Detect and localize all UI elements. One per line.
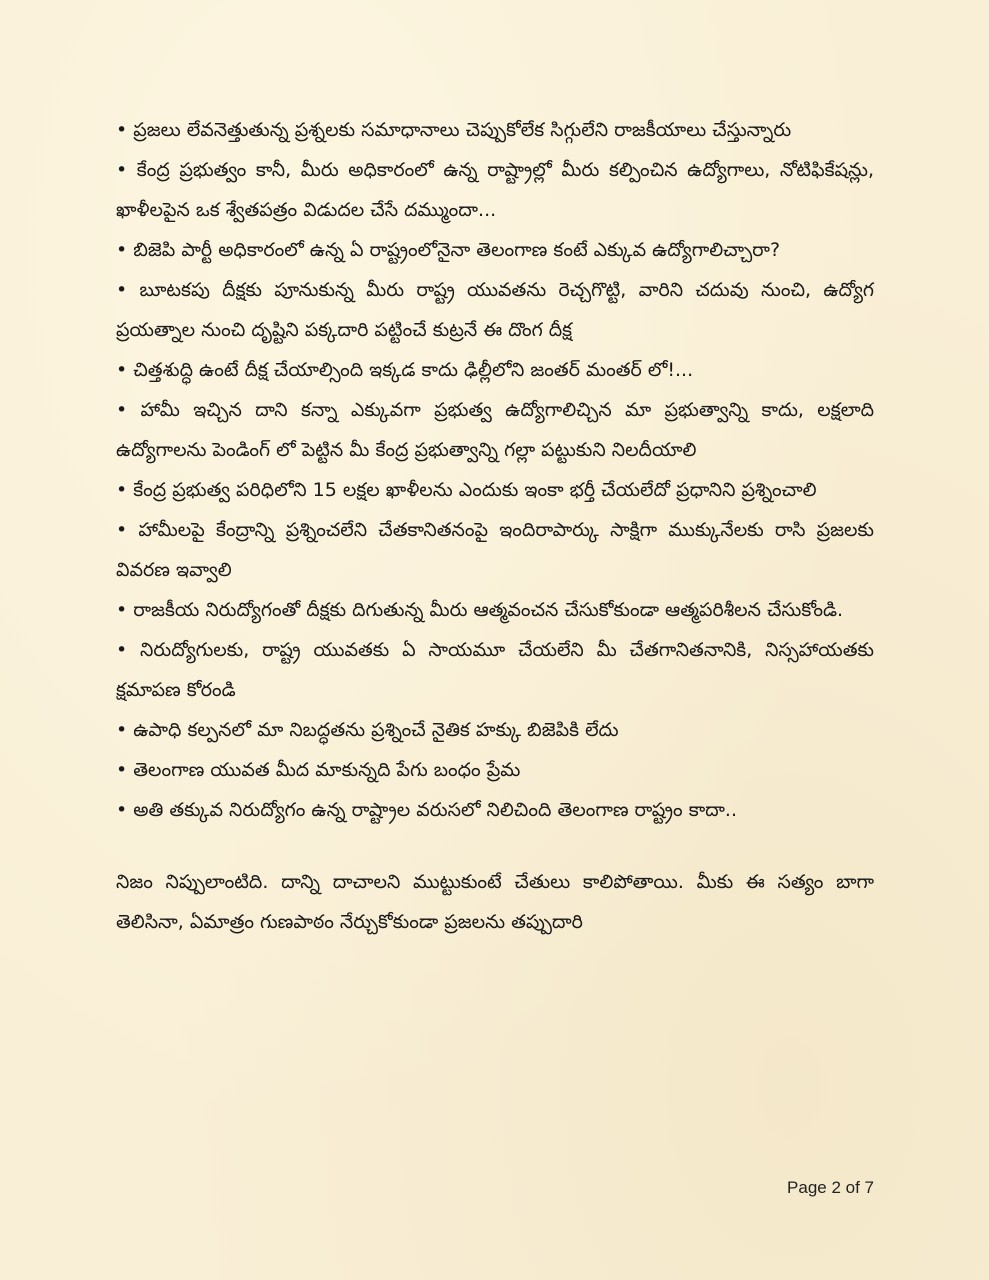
bullet-item-7: • కేంద్ర ప్రభుత్వ పరిధిలోని 15 లక్షల ఖాళీలను ఎందుకు ఇంకా భర్తీ చేయలేదో ప్రధానిని ప్రశ్నించాలి [116,479,817,501]
bullet-list [116,110,874,830]
page-number: Page 2 of 7 [787,1178,874,1197]
bullet-item-9: • రాజకీయ నిరుద్యోగంతో దీక్షకు దిగుతున్న మీరు ఆత్మవంచన చేసుకోకుండా ఆత్మపరిశీలన చేసుకోండి. [116,599,844,621]
bullet-item-10: • నిరుద్యోగులకు, రాష్ట్ర యువతకు ఏ సాయమూ చేయలేని మీ చేతగానితనానికి, నిస్సహాయతకు క్షమాపణ కోరండి [116,639,874,701]
bullet-item-13: • అతి తక్కువ నిరుద్యోగం ఉన్న రాష్ట్రాల వరుసలో నిలిచింది తెలంగాణ రాష్ట్రం కాదా.. [116,799,738,821]
bullet-item-1: • ప్రజలు లేవనెత్తుతున్న ప్రశ్నలకు సమాధానాలు చెప్పుకోలేక సిగ్గులేని రాజకీయాలు చేస్తున్నారు [116,119,792,141]
bullet-item-11: • ఉపాధి కల్పనలో మా నిబద్ధతను ప్రశ్నించే నైతిక హక్కు బిజెపికి లేదు [116,719,619,741]
bullet-item-2: • కేంద్ర ప్రభుత్వం కానీ, మీరు అధికారంలో ఉన్న రాష్ట్రాల్లో మీరు కల్పించిన ఉద్యోగాలు, నోటిఫికేషన్లు, ఖాళీలపైన ఒక శ్వేతపత్రం విడుదల చేసే దమ్ముందా... [116,159,874,221]
closing-paragraph: నిజం నిప్పులాంటిది. దాన్ని దాచాలని ముట్టుకుంటే చేతులు కాలిపోతాయి. మీకు ఈ సత్యం బాగా తెలిసినా, ఏమాత్రం గుణపాఠం నేర్చుకోకుండా ప్రజలను తప్పుదారి [116,871,874,933]
document-page [116,110,874,961]
bullet-item-12: • తెలంగాణ యువత మీద మాకున్నది పేగు బంధం ప్రేమ [116,759,521,781]
bullet-item-6: • హామీ ఇచ్చిన దాని కన్నా ఎక్కువగా ప్రభుత్వ ఉద్యోగాలిచ్చిన మా ప్రభుత్వాన్ని కాదు, లక్షలాది ఉద్యోగాలను పెండింగ్ లో పెట్టిన మీ కేంద్ర ప్రభుత్వాన్ని గల్లా పట్టుకుని నిలదీయాలి [116,399,874,461]
bullet-item-4: • బూటకపు దీక్షకు పూనుకున్న మీరు రాష్ట్ర యువతను రెచ్చగొట్టి, వారిని చదువు నుంచి, ఉద్యోగ ప్రయత్నాల నుంచి దృష్టిని పక్కదారి పట్టించే కుట్రనే ఈ దొంగ దీక్ష [116,279,874,341]
bullet-item-8: • హామీలపై కేంద్రాన్ని ప్రశ్నించలేని చేతకానితనంపై ఇందిరాపార్కు సాక్షిగా ముక్కునేలకు రాసి ప్రజలకు వివరణ ఇవ్వాలి [116,519,874,581]
bullet-item-3: • బిజెపి పార్టీ అధికారంలో ఉన్న ఏ రాష్ట్రంలోనైనా తెలంగాణ కంటే ఎక్కువ ఉద్యోగాలిచ్చారా? [116,239,781,261]
bullet-item-5: • చిత్తశుద్ధి ఉంటే దీక్ష చేయాల్సింది ఇక్కడ కాదు ఢిల్లీలోని జంతర్ మంతర్ లో!... [116,359,694,381]
